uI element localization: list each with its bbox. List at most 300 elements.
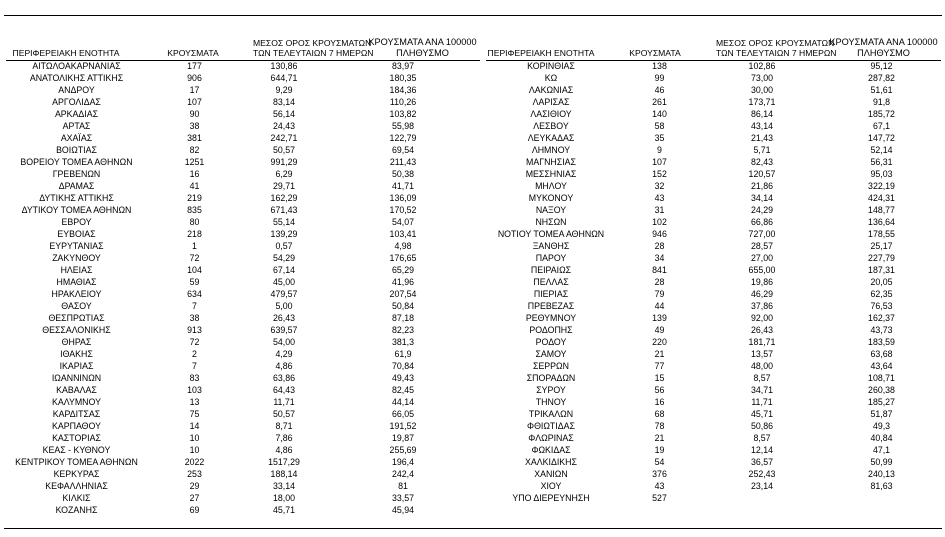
table-row — [6, 384, 480, 396]
table-row — [486, 240, 942, 252]
per-100k-cell: 49,43 — [391, 373, 414, 383]
region-cell: ΘΕΣΠΡΩΤΙΑΣ — [48, 313, 105, 323]
avg-7day-cell: 8,57 — [753, 433, 771, 443]
per-100k-cell: 227,79 — [868, 253, 895, 263]
cases-cell: 21 — [654, 433, 665, 443]
table-row — [486, 120, 942, 132]
cases-cell: 946 — [652, 229, 667, 239]
table-row — [6, 276, 480, 288]
region-cell: ΘΗΡΑΣ — [61, 337, 92, 347]
right-data-table — [486, 60, 942, 504]
left-header-cases: ΚΡΟΥΣΜΑΤΑ — [167, 48, 219, 58]
region-cell: ΑΙΤΩΛΟΑΚΑΡΝΑΝΙΑΣ — [32, 61, 121, 71]
region-cell: ΚΩ — [544, 73, 558, 83]
region-cell: ΘΕΣΣΑΛΟΝΙΚΗΣ — [42, 325, 111, 335]
cases-cell: 69 — [189, 505, 200, 515]
per-100k-cell: 70,84 — [391, 361, 414, 371]
region-cell: ΔΡΑΜΑΣ — [58, 181, 95, 191]
avg-7day-cell: 73,00 — [750, 73, 773, 83]
avg-7day-cell: 655,00 — [748, 265, 776, 275]
per-100k-cell: 50,99 — [870, 457, 893, 467]
region-cell: ΚΑΣΤΟΡΙΑΣ — [52, 433, 101, 443]
region-cell: ΙΩΑΝΝΙΝΩΝ — [51, 373, 102, 383]
region-cell: ΘΑΣΟΥ — [61, 301, 92, 311]
avg-7day-cell: 242,71 — [270, 133, 298, 143]
table-row — [6, 120, 480, 132]
avg-7day-cell: 64,43 — [272, 385, 295, 395]
cases-cell: 16 — [189, 169, 200, 179]
region-cell: ΕΥΒΟΙΑΣ — [57, 229, 96, 239]
per-100k-cell: 66,05 — [391, 409, 414, 419]
table-row — [6, 468, 480, 480]
per-100k-cell: 52,14 — [870, 145, 893, 155]
region-cell: ΑΧΑΪΑΣ — [60, 133, 93, 143]
cases-cell: 28 — [654, 277, 665, 287]
avg-7day-cell: 26,43 — [272, 313, 295, 323]
table-row — [486, 300, 942, 312]
region-cell: ΛΑΡΙΣΑΣ — [532, 97, 570, 107]
table-row — [6, 228, 480, 240]
per-100k-cell: 207,54 — [389, 289, 417, 299]
cases-cell: 140 — [652, 109, 667, 119]
region-cell: ΜΥΚΟΝΟΥ — [528, 193, 574, 203]
region-cell: ΚΙΛΚΙΣ — [62, 493, 91, 503]
table-row — [486, 276, 942, 288]
cases-cell: 77 — [654, 361, 665, 371]
cases-cell: 913 — [187, 325, 202, 335]
avg-7day-cell: 6,29 — [275, 169, 293, 179]
left-header-avg-line1: ΜΕΣΟΣ ΟΡΟΣ ΚΡΟΥΣΜΑΤΩΝ — [253, 38, 372, 48]
region-cell: ΝΑΞΟΥ — [535, 205, 567, 215]
region-cell: ΗΛΕΙΑΣ — [60, 265, 93, 275]
avg-7day-cell: 54,00 — [272, 337, 295, 347]
avg-7day-cell: 0,57 — [275, 241, 293, 251]
table-row — [486, 420, 942, 432]
table-row — [486, 156, 942, 168]
region-cell: ΚΑΛΥΜΝΟΥ — [52, 397, 101, 407]
per-100k-cell: 43,64 — [870, 361, 893, 371]
avg-7day-cell: 139,29 — [270, 229, 298, 239]
table-row — [6, 396, 480, 408]
table-row — [486, 396, 942, 408]
per-100k-cell: 162,37 — [868, 313, 895, 323]
avg-7day-cell: 13,57 — [750, 349, 773, 359]
cases-cell: 107 — [652, 157, 667, 167]
region-cell: ΚΕΡΚΥΡΑΣ — [53, 469, 100, 479]
cases-cell: 253 — [187, 469, 202, 479]
table-row — [6, 96, 480, 108]
right-header-cases: ΚΡΟΥΣΜΑΤΑ — [629, 48, 681, 58]
per-100k-cell: 148,77 — [868, 205, 895, 215]
avg-7day-cell: 173,71 — [748, 97, 776, 107]
per-100k-cell: 62,35 — [870, 289, 893, 299]
per-100k-cell: 54,07 — [391, 217, 414, 227]
cases-cell: 152 — [652, 169, 667, 179]
per-100k-cell: 381,3 — [391, 337, 414, 347]
per-100k-cell: 95,03 — [870, 169, 893, 179]
cases-cell: 82 — [189, 145, 200, 155]
table-row — [486, 480, 942, 492]
cases-cell: 107 — [187, 97, 202, 107]
cases-cell: 177 — [187, 61, 202, 71]
table-row — [486, 324, 942, 336]
avg-7day-cell: 83,14 — [272, 97, 295, 107]
avg-7day-cell: 28,57 — [750, 241, 773, 251]
table-row — [6, 60, 480, 72]
cases-cell: 219 — [187, 193, 202, 203]
avg-7day-cell: 479,57 — [270, 289, 298, 299]
cases-cell: 56 — [654, 385, 665, 395]
per-100k-cell: 83,97 — [391, 61, 414, 71]
region-cell: ΦΘΙΩΤΙΔΑΣ — [527, 421, 575, 431]
region-cell: ΛΗΜΝΟΥ — [531, 145, 571, 155]
table-row — [486, 252, 942, 264]
per-100k-cell: 178,55 — [868, 229, 895, 239]
region-cell: ΥΠΟ ΔΙΕΡΕΥΝΗΣΗ — [512, 493, 590, 503]
region-cell: ΗΡΑΚΛΕΙΟΥ — [51, 289, 102, 299]
region-cell: ΡΕΘΥΜΝΟΥ — [525, 313, 577, 323]
per-100k-cell: 91,8 — [872, 97, 891, 107]
table-row — [6, 432, 480, 444]
per-100k-cell: 20,05 — [870, 277, 893, 287]
cases-cell: 261 — [652, 97, 667, 107]
region-cell: ΛΑΚΩΝΙΑΣ — [528, 85, 574, 95]
table-row — [486, 96, 942, 108]
per-100k-cell: 255,69 — [389, 445, 417, 455]
avg-7day-cell: 50,57 — [272, 145, 295, 155]
region-cell: ΜΑΓΝΗΣΙΑΣ — [526, 157, 576, 167]
right-header-per100k-line2: ΠΛΗΘΥΣΜΟ — [857, 48, 910, 58]
table-row — [486, 264, 942, 276]
avg-7day-cell: 36,57 — [750, 457, 773, 467]
cases-cell: 19 — [654, 445, 665, 455]
cases-cell: 7 — [192, 301, 197, 311]
region-cell: ΧΑΝΙΩΝ — [534, 469, 568, 479]
cases-cell: 1251 — [184, 157, 205, 167]
avg-7day-cell: 26,43 — [750, 325, 773, 335]
avg-7day-cell: 50,57 — [272, 409, 295, 419]
table-row — [6, 360, 480, 372]
region-cell: ΓΡΕΒΕΝΩΝ — [52, 169, 101, 179]
avg-7day-cell: 29,71 — [272, 181, 295, 191]
per-100k-cell: 187,31 — [868, 265, 895, 275]
table-row — [6, 192, 480, 204]
table-row — [486, 132, 942, 144]
cases-cell: 10 — [189, 445, 200, 455]
region-cell: ΦΩΚΙΔΑΣ — [531, 445, 571, 455]
region-cell: ΕΥΡΥΤΑΝΙΑΣ — [49, 241, 104, 251]
table-row — [486, 60, 942, 72]
per-100k-cell: 103,41 — [389, 229, 417, 239]
avg-7day-cell: 12,14 — [750, 445, 773, 455]
right-header-per100k — [826, 37, 941, 59]
right-header-avg — [716, 38, 837, 58]
table-row — [6, 240, 480, 252]
per-100k-cell: 65,29 — [391, 265, 414, 275]
per-100k-cell: 136,09 — [389, 193, 417, 203]
region-cell: ΒΟΙΩΤΙΑΣ — [56, 145, 97, 155]
region-cell: ΡΟΔΟΥ — [535, 337, 567, 347]
left-header-per100k-line2: ΠΛΗΘΥΣΜΟ — [396, 48, 449, 58]
per-100k-cell: 41,71 — [391, 181, 414, 191]
table-row — [486, 180, 942, 192]
region-cell: ΜΕΣΣΗΝΙΑΣ — [525, 169, 577, 179]
avg-7day-cell: 67,14 — [272, 265, 295, 275]
per-100k-cell: 50,38 — [391, 169, 414, 179]
region-cell: ΑΡΤΑΣ — [62, 121, 91, 131]
table-row — [6, 456, 480, 468]
per-100k-cell: 63,68 — [870, 349, 893, 359]
region-cell: ΛΕΥΚΑΔΑΣ — [527, 133, 575, 143]
cases-cell: 44 — [654, 301, 665, 311]
avg-7day-cell: 727,00 — [748, 229, 776, 239]
avg-7day-cell: 252,43 — [748, 469, 776, 479]
cases-cell: 15 — [654, 373, 665, 383]
table-row — [6, 420, 480, 432]
avg-7day-cell: 4,86 — [275, 361, 293, 371]
table-row — [486, 444, 942, 456]
left-header-avg-line2: ΤΩΝ ΤΕΛΕΥΤΑΙΩΝ 7 ΗΜΕΡΩΝ — [253, 48, 374, 58]
cases-cell: 35 — [654, 133, 665, 143]
cases-cell: 376 — [652, 469, 667, 479]
cases-cell: 9 — [657, 145, 662, 155]
region-cell: ΧΑΛΚΙΔΙΚΗΣ — [525, 457, 577, 467]
per-100k-cell: 61,9 — [394, 349, 412, 359]
region-cell: ΔΥΤΙΚΟΥ ΤΟΜΕΑ ΑΘΗΝΩΝ — [21, 205, 132, 215]
table-row — [6, 144, 480, 156]
avg-7day-cell: 45,71 — [272, 505, 295, 515]
per-100k-cell: 180,35 — [389, 73, 417, 83]
per-100k-cell: 51,87 — [870, 409, 893, 419]
avg-7day-cell: 82,43 — [750, 157, 773, 167]
region-cell: ΚΕΝΤΡΙΚΟΥ ΤΟΜΕΑ ΑΘΗΝΩΝ — [15, 457, 138, 467]
region-cell: ΑΡΓΟΛΙΔΑΣ — [52, 97, 101, 107]
table-row — [486, 432, 942, 444]
table-row — [6, 300, 480, 312]
table-row — [6, 72, 480, 84]
avg-7day-cell: 102,86 — [748, 61, 776, 71]
per-100k-cell: 183,59 — [868, 337, 895, 347]
cases-cell: 34 — [654, 253, 665, 263]
cases-cell: 54 — [654, 457, 665, 467]
per-100k-cell: 322,19 — [868, 181, 895, 191]
cases-cell: 218 — [187, 229, 202, 239]
cases-cell: 32 — [654, 181, 665, 191]
table-row — [486, 348, 942, 360]
avg-7day-cell: 8,71 — [275, 421, 293, 431]
region-cell: ΙΘΑΚΗΣ — [60, 349, 93, 359]
region-cell: ΑΝΑΤΟΛΙΚΗΣ ΑΤΤΙΚΗΣ — [29, 73, 124, 83]
cases-cell: 43 — [654, 481, 665, 491]
region-cell: ΚΕΑΣ - ΚΥΘΝΟΥ — [42, 445, 111, 455]
table-row — [6, 288, 480, 300]
table-row — [6, 156, 480, 168]
cases-cell: 835 — [187, 205, 202, 215]
per-100k-cell: 51,61 — [870, 85, 893, 95]
table-row — [486, 108, 942, 120]
region-cell: ΚΟΖΑΝΗΣ — [55, 505, 98, 515]
cases-cell: 220 — [652, 337, 667, 347]
region-cell: ΠΙΕΡΙΑΣ — [533, 289, 569, 299]
right-header-avg-line1: ΜΕΣΟΣ ΟΡΟΣ ΚΡΟΥΣΜΑΤΩΝ — [716, 38, 835, 48]
per-100k-cell: 87,18 — [391, 313, 414, 323]
avg-7day-cell: 671,43 — [270, 205, 298, 215]
avg-7day-cell: 23,14 — [750, 481, 773, 491]
avg-7day-cell: 56,14 — [272, 109, 295, 119]
table-row — [486, 456, 942, 468]
avg-7day-cell: 1517,29 — [268, 457, 300, 467]
per-100k-cell: 67,1 — [872, 121, 891, 131]
per-100k-cell: 55,98 — [391, 121, 414, 131]
per-100k-cell: 424,31 — [868, 193, 895, 203]
per-100k-cell: 33,57 — [391, 493, 414, 503]
table-row — [486, 360, 942, 372]
cases-cell: 99 — [654, 73, 665, 83]
cases-cell: 103 — [187, 385, 202, 395]
cases-cell: 49 — [654, 325, 665, 335]
cases-cell: 102 — [652, 217, 667, 227]
cases-cell: 10 — [189, 433, 200, 443]
per-100k-cell: 240,13 — [868, 469, 895, 479]
table-row — [486, 192, 942, 204]
avg-7day-cell: 7,86 — [275, 433, 293, 443]
per-100k-cell: 82,23 — [391, 325, 414, 335]
table-row — [486, 144, 942, 156]
region-cell: ΔΥΤΙΚΗΣ ΑΤΤΙΚΗΣ — [39, 193, 114, 203]
cases-cell: 38 — [189, 313, 200, 323]
per-100k-cell: 40,84 — [870, 433, 893, 443]
table-row — [6, 492, 480, 504]
region-cell: ΣΠΟΡΑΔΩΝ — [526, 373, 576, 383]
avg-7day-cell: 43,14 — [750, 121, 773, 131]
region-cell: ΕΒΡΟΥ — [61, 217, 92, 227]
per-100k-cell: 136,64 — [868, 217, 895, 227]
avg-7day-cell: 66,86 — [750, 217, 773, 227]
avg-7day-cell: 86,14 — [750, 109, 773, 119]
region-cell: ΣΕΡΡΩΝ — [533, 361, 569, 371]
region-cell: ΚΑΡΠΑΘΟΥ — [52, 421, 101, 431]
avg-7day-cell: 21,43 — [750, 133, 773, 143]
cases-cell: 75 — [189, 409, 200, 419]
table-row — [6, 180, 480, 192]
avg-7day-cell: 5,71 — [753, 145, 771, 155]
region-cell: ΛΑΣΙΘΙΟΥ — [530, 109, 572, 119]
cases-cell: 72 — [189, 337, 200, 347]
cases-cell: 79 — [654, 289, 665, 299]
cases-cell: 17 — [189, 85, 200, 95]
cases-cell: 2022 — [184, 457, 205, 467]
region-cell: ΠΑΡΟΥ — [535, 253, 567, 263]
table-row — [6, 168, 480, 180]
region-cell: ΙΚΑΡΙΑΣ — [59, 361, 94, 371]
per-100k-cell: 242,4 — [391, 469, 414, 479]
avg-7day-cell: 11,71 — [273, 397, 295, 407]
table-row — [6, 204, 480, 216]
table-row — [6, 480, 480, 492]
region-cell: ΚΟΡΙΝΘΙΑΣ — [527, 61, 575, 71]
cases-cell: 634 — [187, 289, 202, 299]
per-100k-cell: 4,98 — [394, 241, 412, 251]
cases-cell: 139 — [652, 313, 667, 323]
avg-7day-cell: 162,29 — [270, 193, 298, 203]
avg-7day-cell: 54,29 — [272, 253, 295, 263]
per-100k-cell: 176,65 — [389, 253, 417, 263]
table-row — [6, 324, 480, 336]
avg-7day-cell: 19,86 — [750, 277, 773, 287]
table-row — [486, 468, 942, 480]
left-header-region: ΠΕΡΙΦΕΡΕΙΑΚΗ ΕΝΟΤΗΤΑ — [12, 48, 120, 58]
avg-7day-cell — [703, 492, 821, 504]
region-cell: ΣΥΡΟΥ — [536, 385, 566, 395]
per-100k-cell: 19,87 — [391, 433, 414, 443]
avg-7day-cell: 18,00 — [272, 493, 295, 503]
per-100k-cell: 108,71 — [868, 373, 895, 383]
region-cell: ΤΗΝΟΥ — [535, 397, 567, 407]
avg-7day-cell: 27,00 — [750, 253, 773, 263]
table-row — [486, 408, 942, 420]
per-100k-cell: 56,31 — [870, 157, 893, 167]
per-100k-cell: 45,94 — [391, 505, 414, 515]
cases-cell: 58 — [654, 121, 665, 131]
table-row — [486, 336, 942, 348]
cases-cell: 2 — [192, 349, 197, 359]
per-100k-cell: 110,26 — [389, 97, 417, 107]
cases-cell: 27 — [189, 493, 200, 503]
per-100k-cell: 44,14 — [391, 397, 414, 407]
cases-cell: 14 — [189, 421, 200, 431]
left-header-avg — [253, 38, 374, 58]
per-100k-cell: 76,53 — [870, 301, 893, 311]
region-cell: ΛΕΣΒΟΥ — [533, 121, 569, 131]
per-100k-cell: 47,1 — [872, 445, 891, 455]
avg-7day-cell: 37,86 — [750, 301, 773, 311]
region-cell: ΚΑΒΑΛΑΣ — [56, 385, 97, 395]
region-cell: ΝΟΤΙΟΥ ΤΟΜΕΑ ΑΘΗΝΩΝ — [497, 229, 605, 239]
cases-cell: 527 — [652, 493, 667, 503]
table-row — [6, 216, 480, 228]
avg-7day-cell: 4,29 — [275, 349, 293, 359]
avg-7day-cell: 639,57 — [270, 325, 298, 335]
table-row — [486, 204, 942, 216]
table-row — [6, 372, 480, 384]
cases-cell: 381 — [187, 133, 202, 143]
table-row — [6, 348, 480, 360]
bottom-rule — [4, 528, 942, 529]
cases-cell: 41 — [189, 181, 200, 191]
per-100k-cell: 191,52 — [389, 421, 417, 431]
table-row — [6, 504, 480, 516]
per-100k-cell: 49,3 — [872, 421, 891, 431]
avg-7day-cell: 45,71 — [750, 409, 773, 419]
per-100k-cell: 82,45 — [391, 385, 414, 395]
table-row — [486, 228, 942, 240]
per-100k-cell: 95,12 — [870, 61, 893, 71]
right-header-region: ΠΕΡΙΦΕΡΕΙΑΚΗ ΕΝΟΤΗΤΑ — [487, 48, 595, 58]
top-rule — [4, 15, 942, 16]
table-row — [6, 108, 480, 120]
table-row — [486, 168, 942, 180]
left-header-per100k-line1: ΚΡΟΥΣΜΑΤΑ ΑΝΑ 100000 — [368, 37, 477, 47]
avg-7day-cell: 45,00 — [272, 277, 295, 287]
per-100k-cell — [821, 492, 942, 504]
per-100k-cell: 287,82 — [868, 73, 895, 83]
per-100k-cell: 43,73 — [870, 325, 893, 335]
table-row — [486, 312, 942, 324]
per-100k-cell: 81 — [398, 481, 408, 491]
per-100k-cell: 184,36 — [389, 85, 417, 95]
per-100k-cell: 211,43 — [389, 157, 417, 167]
avg-7day-cell: 34,71 — [750, 385, 773, 395]
